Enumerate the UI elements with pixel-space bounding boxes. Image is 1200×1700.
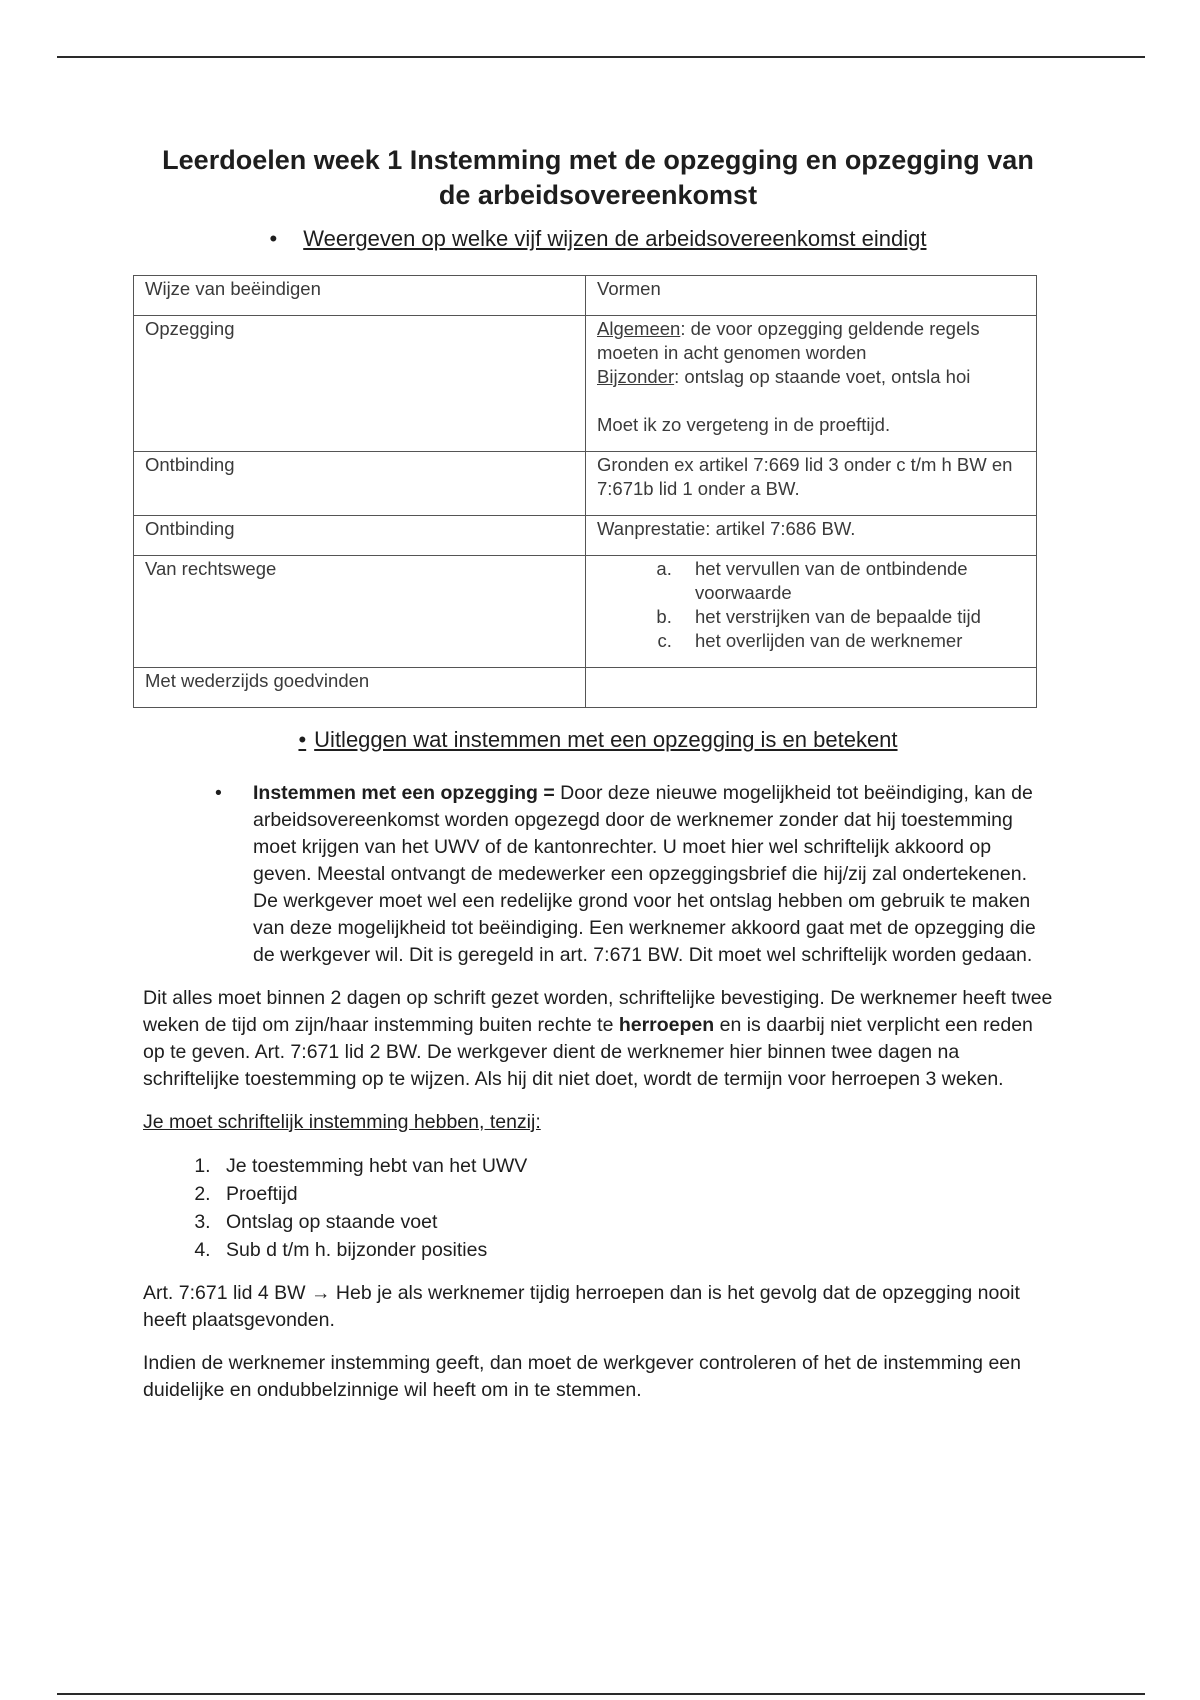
paragraph-text: en is daarbij niet verplicht een reden op te geven. Art. 7:671 lid 2 BW. De werkgever dient de werknemer hier binnen twee dagen na schriftelijke toestemming op te wijzen. Als hij dit niet doet, wordt de termijn voor herroepen 3 weken. — [143, 1014, 1033, 1090]
top-rule — [57, 56, 1145, 58]
learning-goal-1 — [143, 225, 1053, 253]
document-body — [143, 143, 1053, 1404]
row-label-rechtswege: Van rechtswege — [134, 556, 586, 668]
exceptions-heading: Je moet schriftelijk instemming hebben, tenzij: — [143, 1111, 541, 1133]
row-label-ontbinding-2: Ontbinding — [134, 516, 586, 556]
list-item: 4. Sub d t/m h. bijzonder posities — [216, 1236, 1053, 1264]
table-row — [134, 316, 1037, 452]
algemeen-text: : de voor opzegging geldende regels moeten in acht genomen worden — [597, 318, 980, 363]
table-row — [134, 668, 1037, 708]
exceptions-list — [143, 1152, 1053, 1264]
learning-goal-1-text: Weergeven op welke vijf wijzen de arbeidsovereenkomst eindigt — [303, 226, 927, 251]
list-item: c. het overlijden van de werknemer — [677, 629, 1026, 653]
table-header-row — [134, 276, 1037, 316]
row-label-ontbinding-1: Ontbinding — [134, 452, 586, 516]
list-item: 2. Proeftijd — [216, 1180, 1053, 1208]
row-value-ontbinding-2: Wanprestatie: artikel 7:686 BW. — [586, 516, 1037, 556]
list-item: 1. Je toestemming hebt van het UWV — [216, 1152, 1053, 1180]
definition-paragraph — [143, 780, 1053, 969]
row-value-opzegging — [586, 316, 1037, 452]
list-item: b. het verstrijken van de bepaalde tijd — [677, 605, 1026, 629]
row-label-wederzijds: Met wederzijds goedvinden — [134, 668, 586, 708]
table-row — [134, 516, 1037, 556]
paragraph-text: Dit alles moet binnen 2 dagen op schrift gezet worden, schriftelijke bevestiging. De werknemer heeft twee weken de tijd om zijn/haar instemming buiten rechte te — [143, 987, 1053, 1036]
rechtswege-list — [597, 557, 1026, 653]
bijzonder-text: : ontslag op staande voet, ontsla hoi — [674, 366, 971, 387]
bottom-rule — [57, 1693, 1145, 1695]
list-item: 3. Ontslag op staande voet — [216, 1208, 1053, 1236]
paragraph-bold-term: herroepen — [618, 1014, 715, 1036]
row-value-wederzijds — [586, 668, 1037, 708]
header-vormen: Vormen — [586, 276, 1037, 316]
opzegging-note: Moet ik zo vergeteng in de proeftijd. — [597, 414, 891, 435]
header-wijze: Wijze van beëindigen — [134, 276, 586, 316]
bullet-marker: • — [298, 727, 307, 752]
herroepen-gevolg-paragraph: Art. 7:671 lid 4 BW → Heb je als werknemer tijdig herroepen dan is het gevolg dat de opzegging nooit heeft plaatsgevonden. — [143, 1282, 1020, 1331]
row-label-opzegging: Opzegging — [134, 316, 586, 452]
definition-term: Instemmen met een opzegging = — [253, 782, 555, 804]
bullet-marker: • — [269, 226, 278, 251]
definition-text: Door deze nieuwe mogelijkheid tot beëindiging, kan de arbeidsovereenkomst worden opgezegd door de werknemer zonder dat hij toestemming moet krijgen van het UWV of de kantonrechter. U moet hier wel schriftelijk akkoord op geven. Meestal ontvangt de medewerker een opzeggingsbrief die hij/zij zal ondertekenen. De werkgever moet wel een redelijke grond voor het ontslag hebben om gebruik te maken van deze mogelijkheid tot beëindiging. Een werknemer akkoord gaat met de opzegging die de werkgever wil. Dit is geregeld in art. 7:671 BW. Dit moet wel schriftelijk worden gedaan. — [253, 782, 1036, 966]
learning-goal-2-text: Uitleggen wat instemmen met een opzegging is en betekent — [314, 727, 898, 752]
list-item: a. het vervullen van de ontbindende voorwaarde — [677, 557, 1026, 605]
bijzonder-label: Bijzonder — [597, 366, 675, 387]
termination-table — [133, 275, 1037, 708]
document-title: Leerdoelen week 1 Instemming met de opzegging en opzegging van de arbeidsovereenkomst — [162, 145, 1034, 210]
row-value-rechtswege — [586, 556, 1037, 668]
row-value-ontbinding-1: Gronden ex artikel 7:669 lid 3 onder c t/m h BW en 7:671b lid 1 onder a BW. — [586, 452, 1037, 516]
table-row — [134, 452, 1037, 516]
algemeen-label: Algemeen — [597, 318, 681, 339]
table-row — [134, 556, 1037, 668]
herroepen-paragraph — [143, 985, 1053, 1093]
learning-goal-2 — [143, 726, 1053, 754]
instemming-controle-paragraph: Indien de werknemer instemming geeft, dan moet de werkgever controleren of het de instemming een duidelijke en ondubbelzinnige wil heeft om in te stemmen. — [143, 1352, 1021, 1401]
bullet-marker: • — [215, 782, 222, 804]
